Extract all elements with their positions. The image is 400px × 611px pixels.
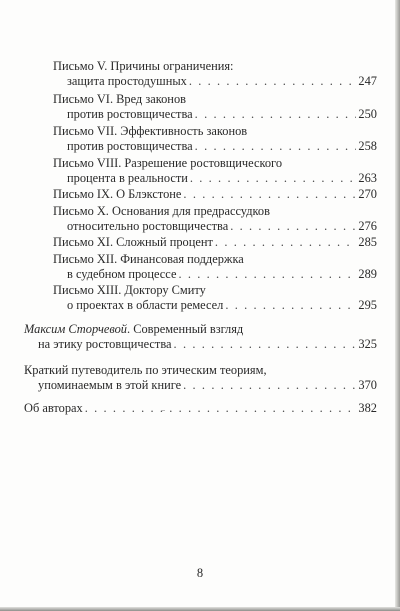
toc-entry-subtitle: на этику ростовщичества: [38, 337, 172, 351]
toc-entry-letter-12: [53, 252, 377, 282]
toc-entry-title: Письмо VII. Эффективность законов: [53, 124, 248, 138]
dot-leader: [183, 187, 356, 202]
dot-leader: [174, 337, 357, 352]
toc-page-number: 325: [358, 337, 377, 351]
toc-entry-subtitle: против ростовщичества: [67, 107, 193, 121]
dot-leader: [230, 219, 356, 234]
toc-entry-title: Письмо IX. О Блэкстоне: [53, 187, 182, 201]
paper-speck: [162, 410, 165, 411]
page-bottom-shadow: [0, 607, 400, 611]
toc-entry-subtitle: в судебном процессе: [67, 267, 177, 281]
toc-entry-title: Краткий путеводитель по этическим теориям,: [24, 363, 267, 377]
toc-page-number: 250: [358, 107, 377, 121]
toc-entry-letter-7: [53, 124, 377, 154]
toc-page-number: 382: [358, 401, 377, 415]
page-edge-shadow: [395, 0, 400, 611]
toc-entry-title: Об авторах: [24, 401, 83, 415]
dot-leader: [225, 298, 356, 313]
dot-leader: [178, 267, 356, 282]
toc-entry-title: Письмо XIII. Доктору Смиту: [53, 283, 206, 297]
toc-entry-subtitle: относительно ростовщичества: [67, 219, 229, 233]
toc-entry-title: Письмо X. Основания для предрассудков: [53, 204, 270, 218]
toc-entry-guide: [24, 363, 377, 393]
toc-entry-letter-10: [53, 204, 377, 234]
toc-entry-letter-6: [53, 92, 377, 122]
toc-entry-letter-8: [53, 156, 377, 186]
toc-entry-essay: [24, 322, 377, 352]
toc-page-number: 276: [358, 219, 377, 233]
toc-entry-subtitle: против ростовщичества: [67, 139, 193, 153]
page-number: 8: [196, 566, 204, 580]
toc-entry-title: Письмо VIII. Разрешение ростовщического: [53, 156, 283, 170]
toc-entry-subtitle: защита простодушных: [67, 74, 187, 88]
toc-entry-about-authors: [24, 401, 377, 416]
toc-entry-title: . Современный взгляд: [127, 322, 244, 336]
toc-entry-title: Письмо XI. Сложный процент: [53, 235, 213, 249]
dot-leader: [195, 139, 357, 154]
toc-page-number: 270: [358, 187, 377, 201]
toc-entry-author: Максим Сторчевой: [24, 322, 127, 336]
toc-entry-subtitle: о проектах в области ремесел: [67, 298, 224, 312]
toc-page-number: 258: [358, 139, 377, 153]
dot-leader: [215, 235, 356, 250]
dot-leader: [195, 107, 357, 122]
toc-entry-title: Письмо V. Причины ограничения:: [53, 59, 234, 73]
toc-entry-letter-13: [53, 283, 377, 313]
toc-page-number: 370: [358, 378, 377, 392]
toc-entry-subtitle: процента в реальности: [67, 171, 188, 185]
toc-page-number: 285: [358, 235, 377, 249]
toc-entry-title: Письмо VI. Вред законов: [53, 92, 186, 106]
toc-entry-letter-9: [53, 187, 377, 202]
toc-entry-subtitle: упоминаемым в этой книге: [38, 378, 182, 392]
dot-leader: [85, 401, 357, 416]
dot-leader: [190, 171, 357, 186]
dot-leader: [183, 378, 356, 393]
toc-entry-letter-11: [53, 235, 377, 250]
toc-entry-title: Письмо XII. Финансовая поддержка: [53, 252, 244, 266]
toc-page-number: 289: [358, 267, 377, 281]
toc-page-number: 295: [358, 298, 377, 312]
toc-page-number: 247: [358, 74, 377, 88]
dot-leader: [189, 74, 357, 89]
toc-page-number: 263: [358, 171, 377, 185]
toc-entry-letter-5: [53, 59, 377, 89]
